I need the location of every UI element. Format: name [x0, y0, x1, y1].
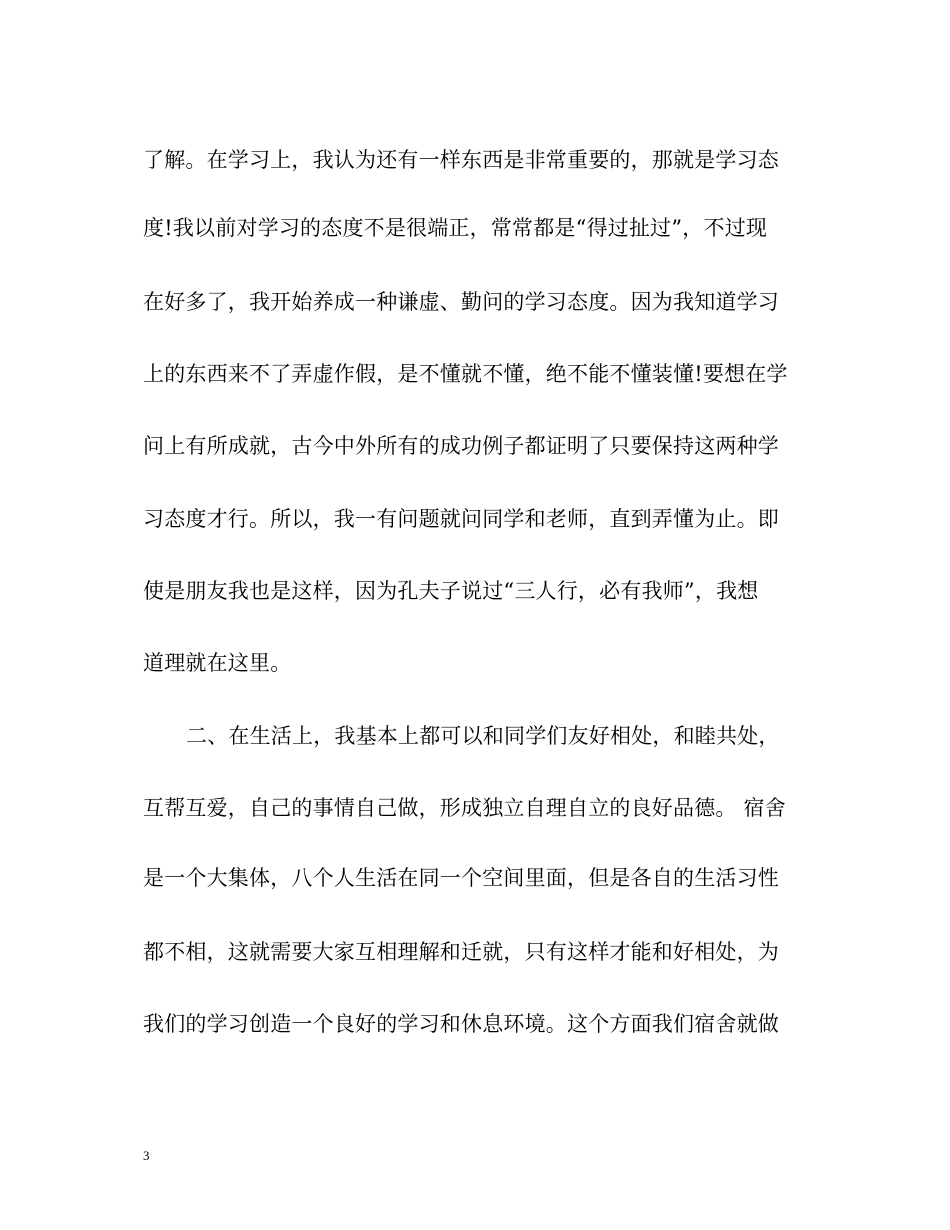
page-number: 3 [143, 1148, 150, 1163]
text-line-5: 问上有所成就，古今中外所有的成功例子都证明了只要保持这两种学 [143, 434, 779, 458]
text-line-6: 习态度才行。所以，我一有问题就问同学和老师，直到弄懂为止。即 [143, 507, 779, 531]
text-line-12: 都不相，这就需要大家互相理解和迁就，只有这样才能和好相处，为 [143, 940, 779, 964]
text-line-13: 我们的学习创造一个良好的学习和休息环境。这个方面我们宿舍就做 [143, 1012, 779, 1036]
text-line-11: 是一个大集体，八个人生活在同一个空间里面，但是各自的生活习性 [143, 866, 779, 890]
text-line-3: 在好多了，我开始养成一种谦虚、勤问的学习态度。因为我知道学习 [143, 290, 779, 314]
text-line-1: 了解。在学习上，我认为还有一样东西是非常重要的，那就是学习态 [143, 148, 779, 172]
text-line-10: 互帮互爱，自己的事情自己做，形成独立自理自立的良好品德。 宿舍 [143, 796, 786, 820]
text-line-4: 上的东西来不了弄虚作假，是不懂就不懂，绝不能不懂装懂!要想在学 [143, 362, 788, 386]
paragraph-2-first-line: 二、在生活上，我基本上都可以和同学们友好相处，和睦共处， [186, 724, 780, 748]
text-line-7: 使是朋友我也是这样，因为孔夫子说过“三人行，必有我师”，我想 [143, 579, 759, 603]
text-line-2: 度!我以前对学习的态度不是很端正，常常都是“得过扯过”，不过现 [143, 216, 768, 240]
text-line-8: 道理就在这里。 [143, 651, 292, 675]
